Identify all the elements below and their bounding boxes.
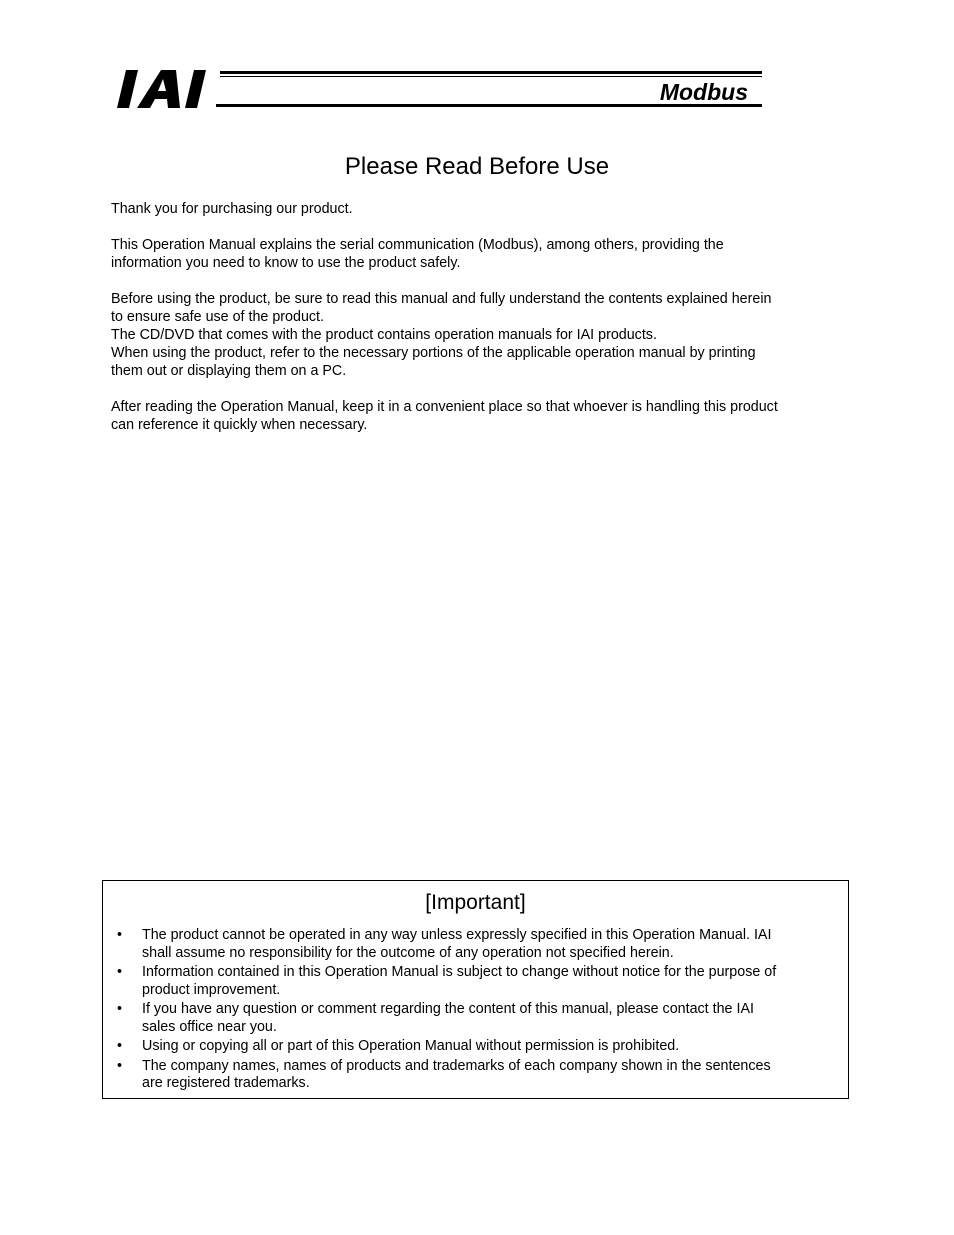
iai-logo — [116, 70, 216, 112]
page-title: Please Read Before Use — [344, 153, 610, 180]
text-line: Thank you for purchasing our product. — [111, 201, 353, 217]
important-list — [103, 927, 848, 1095]
text-line: to ensure safe use of the product. — [111, 309, 325, 325]
text-line: them out or displaying them on a PC. — [111, 363, 347, 379]
header-rule-top — [220, 71, 762, 74]
text-line: The CD/DVD that comes with the product contains operation manuals for IAI products. — [111, 327, 657, 343]
important-item — [103, 1001, 848, 1036]
bullet-icon: • — [117, 1038, 123, 1054]
text-line: sales office near you. — [142, 1018, 277, 1035]
important-item — [103, 1038, 848, 1056]
text-line: are registered trademarks. — [142, 1075, 310, 1091]
page-header — [116, 68, 764, 112]
important-item — [103, 964, 848, 999]
text-line: When using the product, refer to the necessary portions of the applicable operation manual by printing — [111, 345, 756, 361]
header-rule-thin — [220, 76, 762, 77]
intro-paragraph — [111, 398, 851, 434]
text-line: shall assume no responsibility for the outcome of any operation not specified herein. — [142, 944, 674, 961]
bullet-icon: • — [117, 1001, 123, 1017]
important-title: [Important] — [425, 891, 526, 914]
intro-text — [111, 200, 851, 452]
bullet-icon: • — [117, 927, 123, 943]
intro-paragraph — [111, 200, 851, 218]
text-line: After reading the Operation Manual, keep it in a convenient place so that whoever is handling this product — [111, 399, 778, 415]
text-line: Information contained in this Operation Manual is subject to change without notice for the purpose of — [142, 964, 777, 980]
text-line: Before using the product, be sure to read this manual and fully understand the contents explained herein — [111, 291, 772, 307]
important-item — [103, 927, 848, 962]
text-line: This Operation Manual explains the serial communication (Modbus), among others, providing the — [111, 237, 724, 253]
text-line: If you have any question or comment regarding the content of this manual, please contact the IAI — [142, 1001, 754, 1017]
bullet-icon: • — [117, 1057, 123, 1074]
bullet-icon: • — [117, 964, 123, 980]
text-line: information you need to know to use the product safely. — [111, 255, 461, 271]
header-title: Modbus — [659, 79, 748, 105]
text-line: The product cannot be operated in any way unless expressly specified in this Operation Manual. IAI — [142, 927, 772, 943]
text-line: Using or copying all or part of this Operation Manual without permission is prohibited. — [142, 1038, 680, 1054]
text-line: The company names, names of products and trademarks of each company shown in the sentences — [142, 1057, 771, 1074]
intro-paragraph — [111, 236, 851, 272]
iai-logo-graphic — [116, 70, 216, 112]
text-line: can reference it quickly when necessary. — [111, 417, 368, 433]
text-line: product improvement. — [142, 981, 281, 998]
intro-paragraph — [111, 290, 851, 380]
important-notice-box — [102, 880, 849, 1099]
important-item — [103, 1058, 848, 1093]
